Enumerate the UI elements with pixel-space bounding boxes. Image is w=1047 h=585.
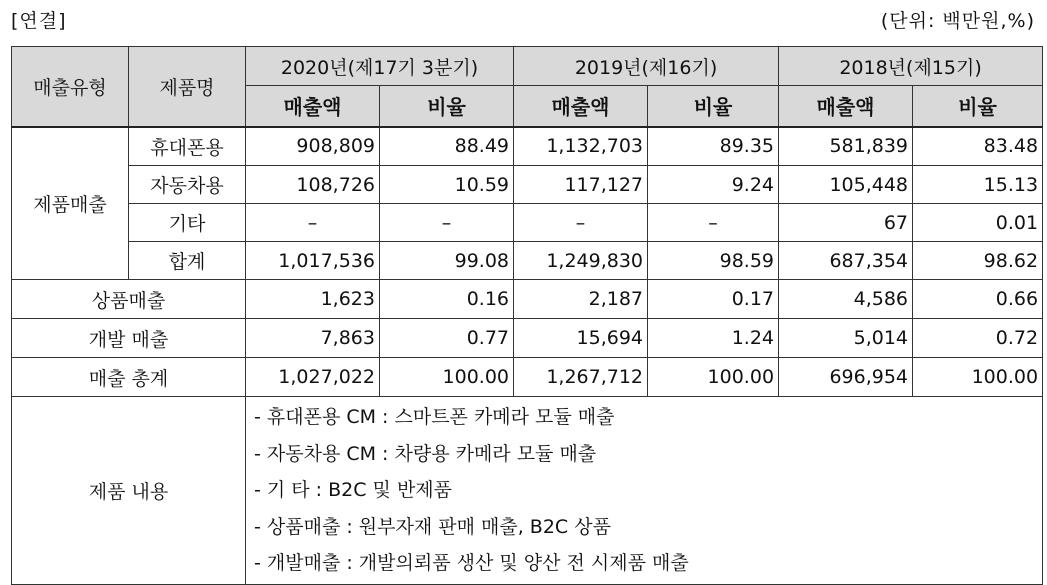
- table-row: [12, 127, 1043, 166]
- sales-table: [11, 46, 1043, 585]
- sales-type-cell: 개발 매출: [12, 319, 246, 358]
- description-line: - 자동차용 CM : 차량용 카메라 모듈 매출: [254, 442, 597, 465]
- col-header-period-2018: 2018년(제15기): [779, 47, 1043, 86]
- table-row: [12, 166, 1043, 204]
- col-header-amount: 매출액: [514, 86, 648, 127]
- col-header-period-2020: 2020년(제17기 3분기): [246, 47, 514, 86]
- value-cell: 4,586: [779, 280, 913, 319]
- value-cell: 0.72: [913, 319, 1043, 358]
- value-cell: –: [514, 204, 648, 242]
- description-line: - 상품매출 : 원부자재 판매 매출, B2C 상품: [254, 515, 611, 538]
- product-name-cell: 합계: [129, 242, 246, 280]
- col-header-amount: 매출액: [246, 86, 380, 127]
- col-header-period-2019: 2019년(제16기): [514, 47, 779, 86]
- value-cell: 67: [779, 204, 913, 242]
- value-cell: 1.24: [648, 319, 779, 358]
- table-row: [12, 280, 1043, 319]
- value-cell: 581,839: [779, 127, 913, 166]
- value-cell: 108,726: [246, 166, 380, 204]
- value-cell: 15,694: [514, 319, 648, 358]
- col-header-ratio: 비율: [380, 86, 514, 127]
- col-header-sales-type: 매출유형: [12, 47, 129, 127]
- value-cell: 0.17: [648, 280, 779, 319]
- value-cell: 15.13: [913, 166, 1043, 204]
- value-cell: 0.66: [913, 280, 1043, 319]
- product-description-label: 제품 내용: [12, 397, 246, 585]
- value-cell: 908,809: [246, 127, 380, 166]
- value-cell: 1,027,022: [246, 358, 380, 397]
- value-cell: 1,267,712: [514, 358, 648, 397]
- value-cell: 1,249,830: [514, 242, 648, 280]
- value-cell: 2,187: [514, 280, 648, 319]
- value-cell: 7,863: [246, 319, 380, 358]
- table-row: [12, 204, 1043, 242]
- value-cell: 117,127: [514, 166, 648, 204]
- col-header-product-name: 제품명: [129, 47, 246, 127]
- value-cell: 99.08: [380, 242, 514, 280]
- unit-label: (단위: 백만원,%): [880, 10, 1035, 32]
- value-cell: 105,448: [779, 166, 913, 204]
- value-cell: 1,623: [246, 280, 380, 319]
- table-row: [12, 397, 1043, 585]
- consolidated-label: [연결]: [11, 10, 67, 32]
- value-cell: –: [648, 204, 779, 242]
- value-cell: 0.01: [913, 204, 1043, 242]
- value-cell: 1,017,536: [246, 242, 380, 280]
- value-cell: 98.59: [648, 242, 779, 280]
- value-cell: 696,954: [779, 358, 913, 397]
- value-cell: –: [246, 204, 380, 242]
- table-row: [12, 358, 1043, 397]
- value-cell: 83.48: [913, 127, 1043, 166]
- value-cell: 1,132,703: [514, 127, 648, 166]
- value-cell: 100.00: [380, 358, 514, 397]
- value-cell: 100.00: [913, 358, 1043, 397]
- value-cell: 0.77: [380, 319, 514, 358]
- col-header-amount: 매출액: [779, 86, 913, 127]
- col-header-ratio: 비율: [648, 86, 779, 127]
- sales-type-cell: 매출 총계: [12, 358, 246, 397]
- value-cell: 0.16: [380, 280, 514, 319]
- table-row: [12, 319, 1043, 358]
- col-header-ratio: 비율: [913, 86, 1043, 127]
- description-line: - 기 타 : B2C 및 반제품: [254, 479, 453, 501]
- table-row: [12, 242, 1043, 280]
- value-cell: 10.59: [380, 166, 514, 204]
- value-cell: 5,014: [779, 319, 913, 358]
- sales-type-cell: 상품매출: [12, 280, 246, 319]
- value-cell: 687,354: [779, 242, 913, 280]
- description-line: - 휴대폰용 CM : 스마트폰 카메라 모듈 매출: [254, 406, 615, 428]
- value-cell: 9.24: [648, 166, 779, 204]
- description-line: - 개발매출 : 개발의뢰품 생산 및 양산 전 시제품 매출: [254, 552, 689, 574]
- value-cell: –: [380, 204, 514, 242]
- product-name-cell: 휴대폰용: [129, 127, 246, 166]
- group-label-product-sales: 제품매출: [12, 127, 129, 280]
- value-cell: 100.00: [648, 358, 779, 397]
- value-cell: 88.49: [380, 127, 514, 166]
- value-cell: 89.35: [648, 127, 779, 166]
- product-description: [246, 397, 1043, 585]
- product-name-cell: 기타: [129, 204, 246, 242]
- product-name-cell: 자동차용: [129, 166, 246, 204]
- value-cell: 98.62: [913, 242, 1043, 280]
